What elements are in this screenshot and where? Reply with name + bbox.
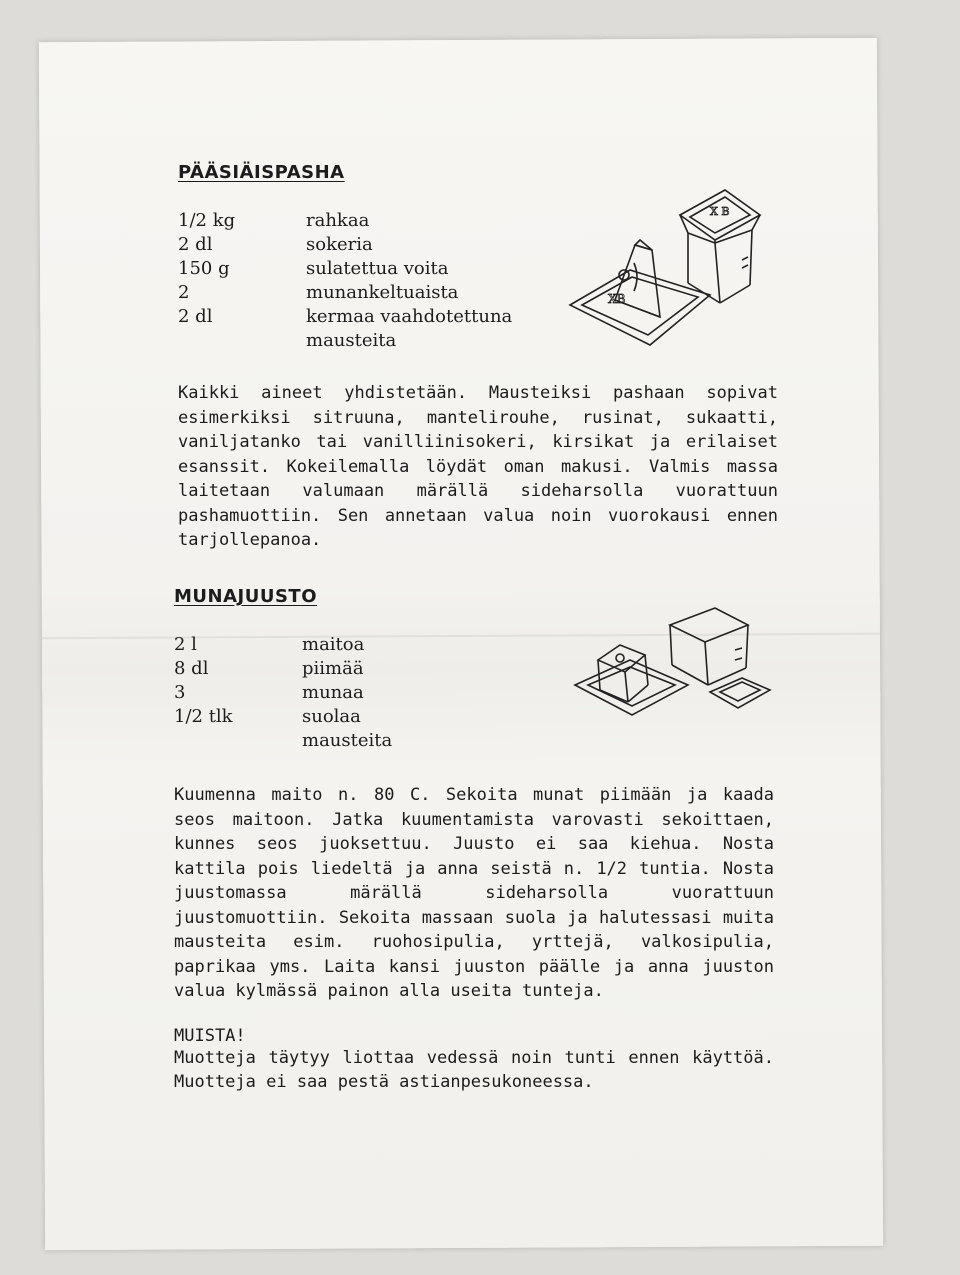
ingredient-row — [178, 209, 778, 233]
ingredient-quantity: 2 dl — [178, 306, 213, 327]
ingredient-name: mausteita — [302, 730, 393, 751]
ingredient-name: munaa — [302, 682, 364, 703]
ingredient-row — [174, 729, 774, 753]
ingredient-row — [174, 633, 774, 657]
ingredient-quantity: 2 l — [174, 634, 197, 655]
ingredient-quantity: 3 — [174, 682, 186, 703]
svg-text:XB: XB — [608, 292, 626, 306]
ingredient-quantity: 8 dl — [174, 658, 209, 679]
recipe-instructions: Kuumenna maito n. 80 C. Sekoita munat piimään ja kaada seos maitoon. Jatka kuumentamista varovasti sekoittaen, kunnes seos juoksettuu. Juusto ei saa kiehua. Nosta kattila pois liedeltä ja anna seistä n. 1/2 tuntia. Nosta juustomassa märällä sideharsolla vuorattuun juustomuottiin. Sekoita massaan suola ja halutessasi muita mausteita esim. ruohosipulia, yrttejä, valkosipulia, paprikaa yms. Laita kansi juuston päälle ja anna juuston valua kylmässä painon alla useita tunteja. — [174, 785, 774, 1001]
ingredient-row — [178, 305, 778, 329]
ingredient-list — [178, 209, 778, 353]
recipe-munajuusto — [174, 586, 774, 1095]
ingredient-quantity — [178, 329, 306, 353]
ingredient-quantity — [174, 729, 302, 753]
ingredient-list — [174, 633, 774, 753]
ingredient-name: kermaa vaahdotettuna — [306, 306, 513, 327]
ingredient-quantity: 1/2 tlk — [174, 706, 233, 727]
ingredient-row — [178, 329, 778, 353]
recipe-title: PÄÄSIÄISPASHA — [178, 162, 345, 183]
svg-text:X B: X B — [710, 205, 730, 218]
ingredient-quantity: 1/2 kg — [178, 210, 236, 231]
ingredient-name: sokeria — [306, 234, 373, 255]
ingredient-row — [174, 681, 774, 705]
recipe-instructions: Kaikki aineet yhdistetään. Mausteiksi pashaan sopivat esimerkiksi sitruuna, mantelirouhe, rusinat, sukaatti, vaniljatanko tai vanilliinisokeri, kirsikat ja erilaiset esanssit. Kokeilemalla löydät oman makusi. Valmis massa laitetaan valumaan märällä sideharsolla vuorattuun pashamuottiin. Sen annetaan valua noin vuorokausi ennen tarjollepanoa. — [178, 383, 778, 550]
ingredient-name: sulatettua voita — [306, 258, 449, 279]
ingredient-name: munankeltuaista — [306, 282, 459, 303]
recipe-title: MUNAJUUSTO — [174, 586, 317, 607]
ingredient-row — [178, 257, 778, 281]
ingredient-name: maitoa — [302, 634, 365, 655]
recipe-paashapasha — [178, 162, 778, 553]
ingredient-row — [178, 281, 778, 305]
ingredient-name: mausteita — [306, 330, 397, 351]
note-title: MUISTA! — [174, 1025, 246, 1046]
ingredient-name: suolaa — [302, 706, 361, 727]
ingredient-quantity: 150 g — [178, 258, 230, 279]
ingredient-row — [174, 705, 774, 729]
ingredient-quantity: 2 dl — [178, 234, 213, 255]
ingredient-row — [178, 233, 778, 257]
note-text: Muotteja täytyy liottaa vedessä noin tunti ennen käyttöä. Muotteja ei saa pestä astianpesukoneessa. — [174, 1047, 774, 1092]
ingredient-name: piimää — [302, 658, 364, 679]
ingredient-quantity: 2 — [178, 282, 190, 303]
ingredient-name: rahkaa — [306, 210, 370, 231]
ingredient-row — [174, 657, 774, 681]
